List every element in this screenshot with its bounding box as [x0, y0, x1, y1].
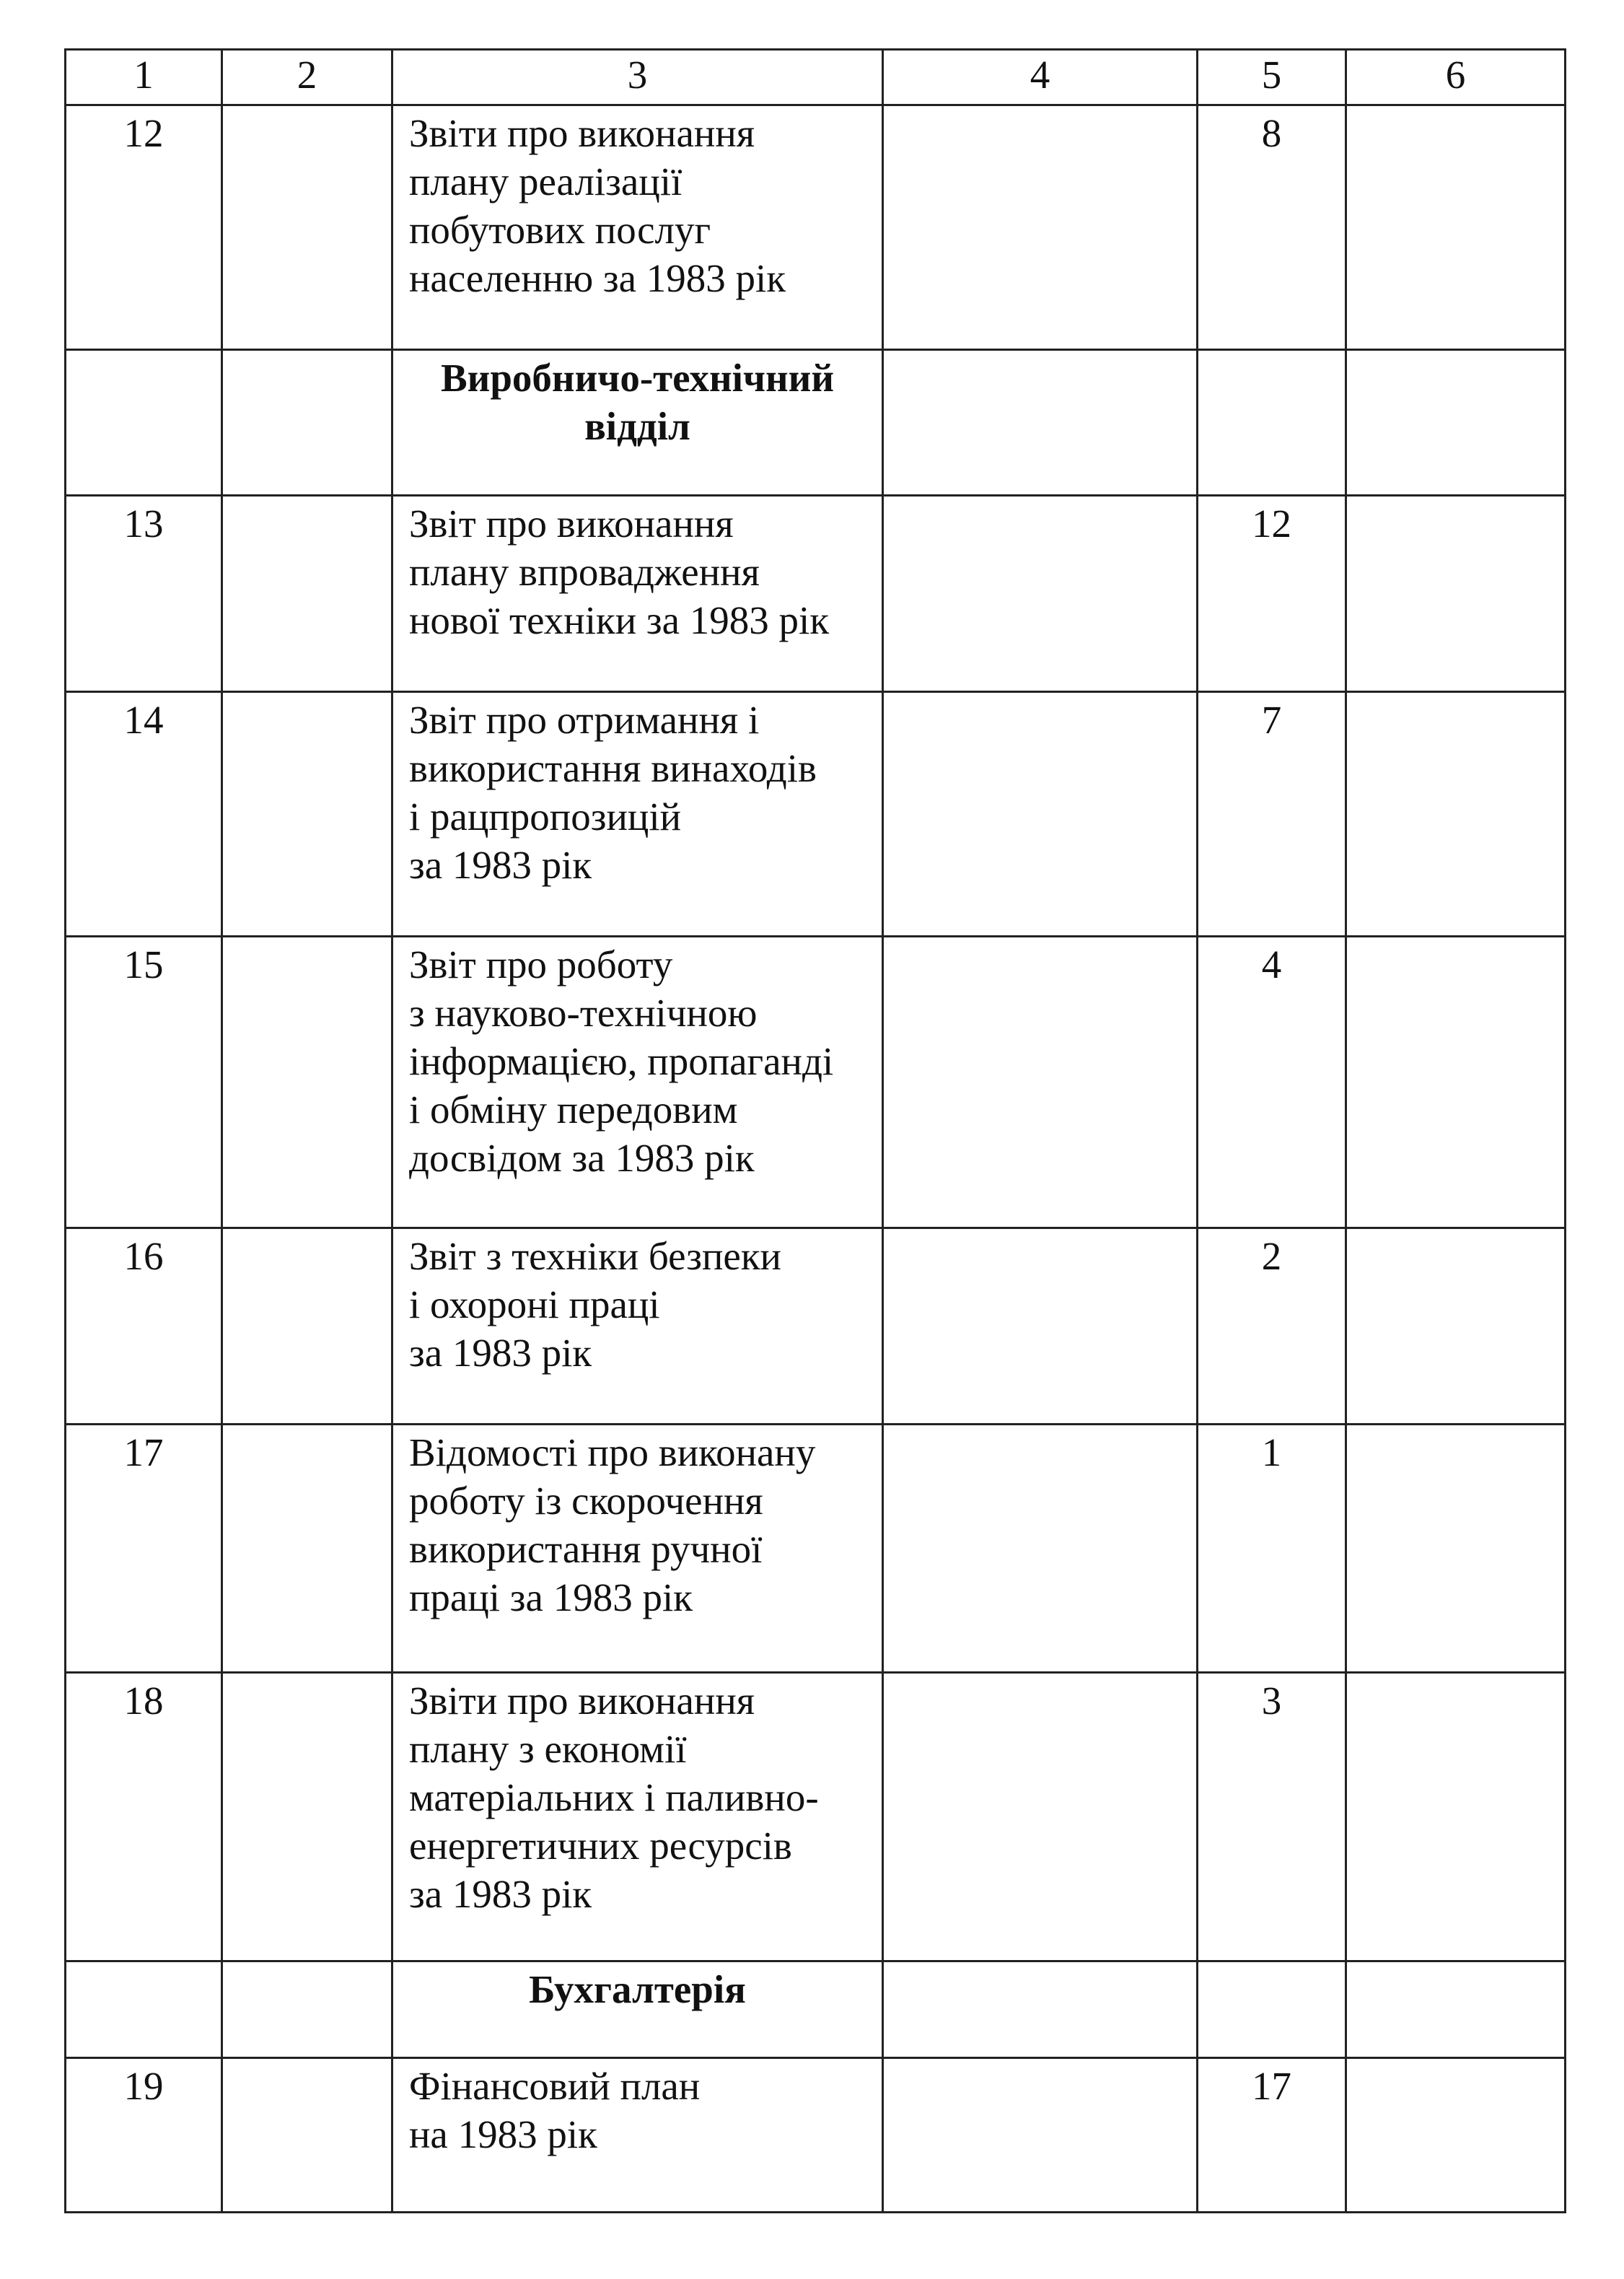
inventory-table — [64, 48, 1566, 2213]
empty-cell — [222, 1425, 392, 1673]
item-number: 13 — [66, 496, 222, 692]
item-title: Відомості про виконану роботу із скорочення використання ручної праці за 1983 рік — [392, 1425, 883, 1673]
item-number: 15 — [66, 937, 222, 1228]
item-number: 12 — [66, 105, 222, 350]
table-row — [66, 1425, 1566, 1673]
column-number: 4 — [883, 50, 1198, 105]
item-title: Звіт з техніки безпеки і охороні праці за 1983 рік — [392, 1228, 883, 1425]
empty-cell — [1198, 350, 1346, 496]
empty-cell — [66, 1961, 222, 2058]
item-number: 19 — [66, 2058, 222, 2213]
column-number: 2 — [222, 50, 392, 105]
table-row — [66, 2058, 1566, 2213]
empty-cell — [883, 350, 1198, 496]
item-count: 2 — [1198, 1228, 1346, 1425]
item-number: 16 — [66, 1228, 222, 1425]
column-number: 6 — [1346, 50, 1566, 105]
empty-cell — [1346, 350, 1566, 496]
item-title: Звіти про виконання плану з економії матеріальних і паливно- енергетичних ресурсів за 1983 рік — [392, 1673, 883, 1961]
section-row — [66, 350, 1566, 496]
empty-cell — [1198, 1961, 1346, 2058]
table-row — [66, 105, 1566, 350]
empty-cell — [1346, 1673, 1566, 1961]
empty-cell — [222, 1673, 392, 1961]
empty-cell — [883, 2058, 1198, 2213]
item-number: 14 — [66, 692, 222, 937]
empty-cell — [222, 1961, 392, 2058]
empty-cell — [222, 1228, 392, 1425]
table-row — [66, 496, 1566, 692]
empty-cell — [1346, 937, 1566, 1228]
item-count: 3 — [1198, 1673, 1346, 1961]
item-title: Звіти про виконання плану реалізації побутових послуг населенню за 1983 рік — [392, 105, 883, 350]
table-row — [66, 1673, 1566, 1961]
empty-cell — [66, 350, 222, 496]
table-row — [66, 937, 1566, 1228]
empty-cell — [883, 1673, 1198, 1961]
empty-cell — [883, 692, 1198, 937]
empty-cell — [883, 1425, 1198, 1673]
item-number: 18 — [66, 1673, 222, 1961]
empty-cell — [883, 1228, 1198, 1425]
empty-cell — [1346, 1425, 1566, 1673]
table-row — [66, 1228, 1566, 1425]
empty-cell — [1346, 1228, 1566, 1425]
item-title: Звіт про виконання плану впровадження нової техніки за 1983 рік — [392, 496, 883, 692]
column-number-row — [66, 50, 1566, 105]
item-count: 17 — [1198, 2058, 1346, 2213]
section-row — [66, 1961, 1566, 2058]
empty-cell — [222, 105, 392, 350]
empty-cell — [883, 496, 1198, 692]
item-title: Звіт про роботу з науково-технічною інформацією, пропаганді і обміну передовим досвідом за 1983 рік — [392, 937, 883, 1228]
empty-cell — [222, 350, 392, 496]
item-count: 7 — [1198, 692, 1346, 937]
empty-cell — [1346, 105, 1566, 350]
item-number: 17 — [66, 1425, 222, 1673]
empty-cell — [1346, 2058, 1566, 2213]
empty-cell — [222, 937, 392, 1228]
item-count: 4 — [1198, 937, 1346, 1228]
empty-cell — [883, 937, 1198, 1228]
table-row — [66, 692, 1566, 937]
item-title: Звіт про отримання і використання винаходів і рацпропозицій за 1983 рік — [392, 692, 883, 937]
empty-cell — [1346, 1961, 1566, 2058]
empty-cell — [222, 692, 392, 937]
column-number: 1 — [66, 50, 222, 105]
item-count: 8 — [1198, 105, 1346, 350]
column-number: 5 — [1198, 50, 1346, 105]
column-number: 3 — [392, 50, 883, 105]
section-title: Виробничо-технічний відділ — [392, 350, 883, 496]
empty-cell — [883, 105, 1198, 350]
empty-cell — [1346, 496, 1566, 692]
section-title: Бухгалтерія — [392, 1961, 883, 2058]
empty-cell — [883, 1961, 1198, 2058]
empty-cell — [1346, 692, 1566, 937]
empty-cell — [222, 2058, 392, 2213]
item-count: 12 — [1198, 496, 1346, 692]
item-count: 1 — [1198, 1425, 1346, 1673]
item-title: Фінансовий план на 1983 рік — [392, 2058, 883, 2213]
empty-cell — [222, 496, 392, 692]
